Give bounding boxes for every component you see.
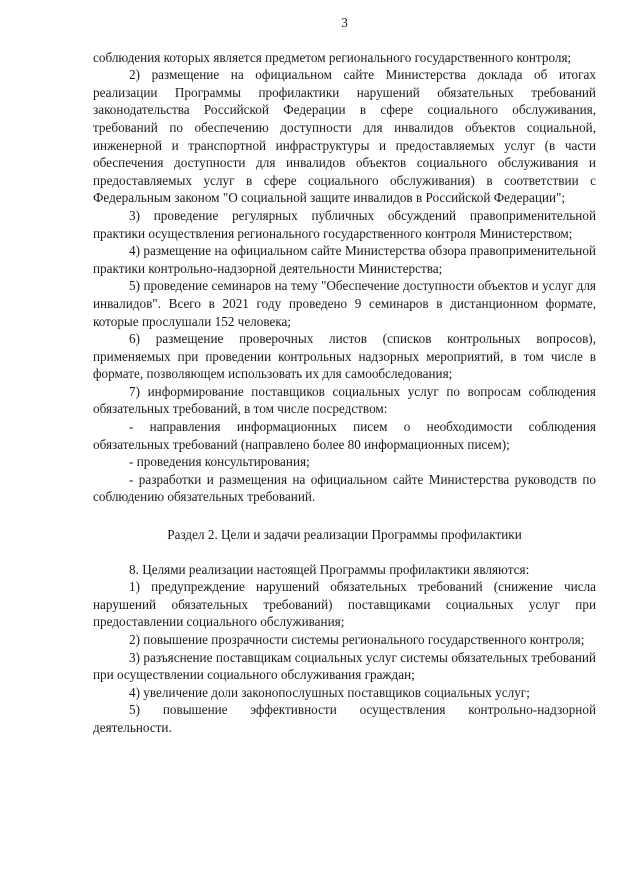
list-item: 3) разъяснение поставщикам социальных услуг системы обязательных требований при осуществлении социального обслуживания граждан; bbox=[93, 649, 596, 683]
list-item: 2) размещение на официальном сайте Министерства доклада об итогах реализации Программы профилактики нарушений обязательных требований законодательства Российской Федерации в сфере социального обслуживания, требований по обеспечению доступности для инвалидов объектов социальной, инженерной и транспортной инфраструктуры и предоставляемых услуг (в части обеспечения доступности для инвалидов объектов социального обслуживания и предоставляемых услуг в сфере социального обслуживания) в соответствии с Федеральным законом "О социальной защите инвалидов в Российской Федерации"; bbox=[93, 67, 596, 206]
list-item: 4) размещение на официальном сайте Министерства обзора правоприменительной практики контрольно-надзорной деятельности Министерства; bbox=[93, 243, 596, 276]
list-item: 5) повышение эффективности осуществления контрольно-надзорной деятельности. bbox=[93, 702, 596, 735]
paragraph-continuation: соблюдения которых является предметом регионального государственного контроля; bbox=[93, 49, 572, 65]
page-number: 3 bbox=[341, 15, 348, 30]
list-item: 7) информирование поставщиков социальных услуг по вопросам соблюдения обязательных требований, в том числе посредством: bbox=[93, 383, 596, 417]
list-item: 2) повышение прозрачности системы регионального государственного контроля; bbox=[129, 632, 585, 647]
list-item: 4) увеличение доли законопослушных поставщиков социальных услуг; bbox=[129, 684, 530, 700]
list-item: 6) размещение проверочных листов (списков контрольных вопросов), применяемых при проведении контрольных надзорных мероприятий, в том числе в формате, позволяющем использовать их для самообследования; bbox=[93, 331, 596, 382]
list-item: 1) предупреждение нарушений обязательных требований (снижение числа нарушений обязательных требований) поставщиками социальных услуг при предоставлении социального обслуживания; bbox=[93, 579, 596, 630]
dash-item: - проведения консультирования; bbox=[129, 454, 310, 470]
dash-item: - направления информационных писем о необходимости соблюдения обязательных требований (направлено более 80 информационных писем); bbox=[93, 419, 596, 452]
section-heading: Раздел 2. Цели и задачи реализации Программы профилактики bbox=[167, 527, 522, 543]
section-intro: 8. Целями реализации настоящей Программы профилактики являются: bbox=[129, 561, 530, 577]
dash-item: - разработки и размещения на официальном сайте Министерства руководств по соблюдению обязательных требований. bbox=[93, 471, 596, 505]
list-item: 3) проведение регулярных публичных обсуждений правоприменительной практики осуществления регионального государственного контроля Министерством; bbox=[93, 207, 596, 241]
document-page bbox=[93, 14, 596, 737]
list-item: 5) проведение семинаров на тему "Обеспечение доступности объектов и услуг для инвалидов". Всего в 2021 году проведено 9 семинаров в дистанционном формате, которые прослушали 152 человека; bbox=[93, 278, 596, 329]
